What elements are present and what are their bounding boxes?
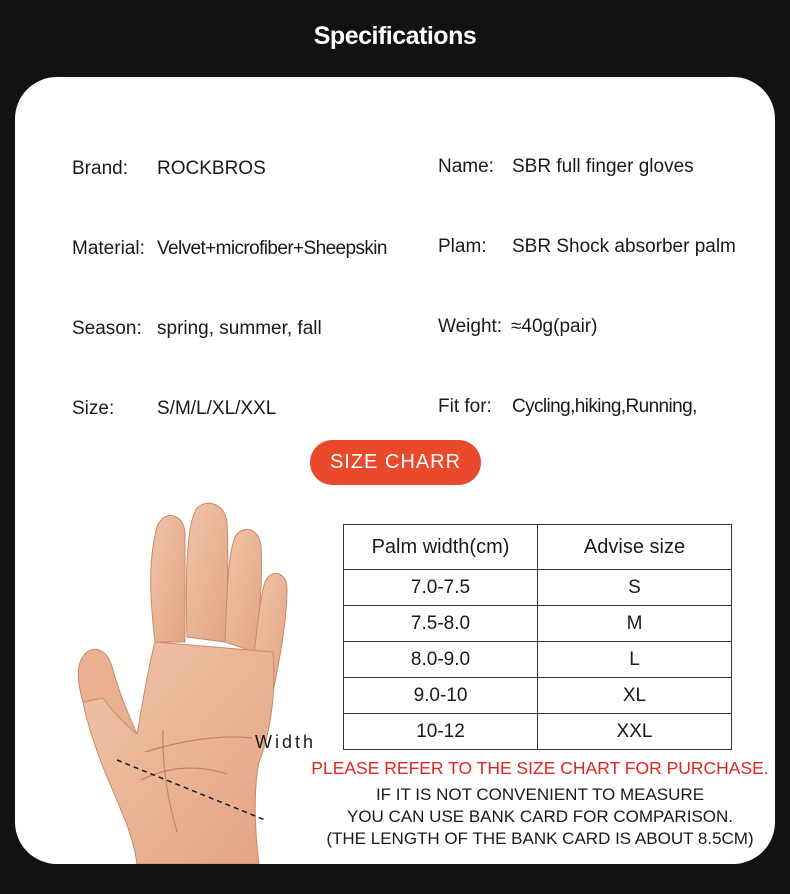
spec-size-value: S/M/L/XL/XXL — [157, 398, 277, 419]
palm-width-cell: 9.0-10 — [344, 678, 538, 714]
advise-size-cell: XL — [538, 678, 732, 714]
spec-card — [15, 77, 775, 864]
palm-width-cell: 7.5-8.0 — [344, 606, 538, 642]
advise-size-cell: L — [538, 642, 732, 678]
spec-plam-value: SBR Shock absorber palm — [512, 236, 736, 257]
advise-size-cell: M — [538, 606, 732, 642]
spec-fit-value: Cycling,hiking,Running, — [512, 396, 697, 417]
width-label: Width — [255, 732, 317, 752]
palm-width-cell: 7.0-7.5 — [344, 570, 538, 606]
spec-name-value: SBR full finger gloves — [512, 156, 694, 177]
palm-width-cell: 10-12 — [344, 714, 538, 750]
spec-size-label: Size: — [72, 398, 115, 419]
note-line-2: YOU CAN USE BANK CARD FOR COMPARISON. — [346, 807, 733, 826]
advise-size-cell: S — [538, 570, 732, 606]
header-palm-width: Palm width(cm) — [344, 525, 538, 570]
page-title: Specifications — [313, 22, 477, 50]
table-header-row — [344, 525, 732, 570]
spec-fit-label: Fit for: — [438, 396, 492, 417]
table-row — [344, 570, 732, 606]
spec-name-label: Name: — [438, 156, 494, 177]
size-table — [343, 524, 732, 750]
spec-brand-value: ROCKBROS — [157, 158, 266, 179]
purchase-warning: PLEASE REFER TO THE SIZE CHART FOR PURCHASE. — [311, 758, 769, 778]
spec-material-value: Velvet+microfiber+Sheepskin — [157, 238, 387, 259]
size-chart-button[interactable]: SIZE CHARR — [310, 440, 481, 485]
note-line-3: (THE LENGTH OF THE BANK CARD IS ABOUT 8.5CM) — [326, 829, 754, 848]
table-row — [344, 714, 732, 750]
table-row — [344, 678, 732, 714]
header-advise-size: Advise size — [538, 525, 732, 570]
spec-season-label: Season: — [72, 318, 142, 339]
spec-weight-label: Weight: — [438, 316, 503, 337]
table-row — [344, 606, 732, 642]
advise-size-cell: XXL — [538, 714, 732, 750]
spec-plam-label: Plam: — [438, 236, 487, 257]
spec-season-value: spring, summer, fall — [157, 318, 322, 339]
hand-illustration — [67, 502, 337, 864]
table-row — [344, 642, 732, 678]
spec-weight-value: ≈40g(pair) — [511, 316, 598, 337]
palm-width-cell: 8.0-9.0 — [344, 642, 538, 678]
note-line-1: IF IT IS NOT CONVENIENT TO MEASURE — [375, 785, 705, 804]
spec-material-label: Material: — [72, 238, 145, 259]
spec-brand-label: Brand: — [72, 158, 128, 179]
